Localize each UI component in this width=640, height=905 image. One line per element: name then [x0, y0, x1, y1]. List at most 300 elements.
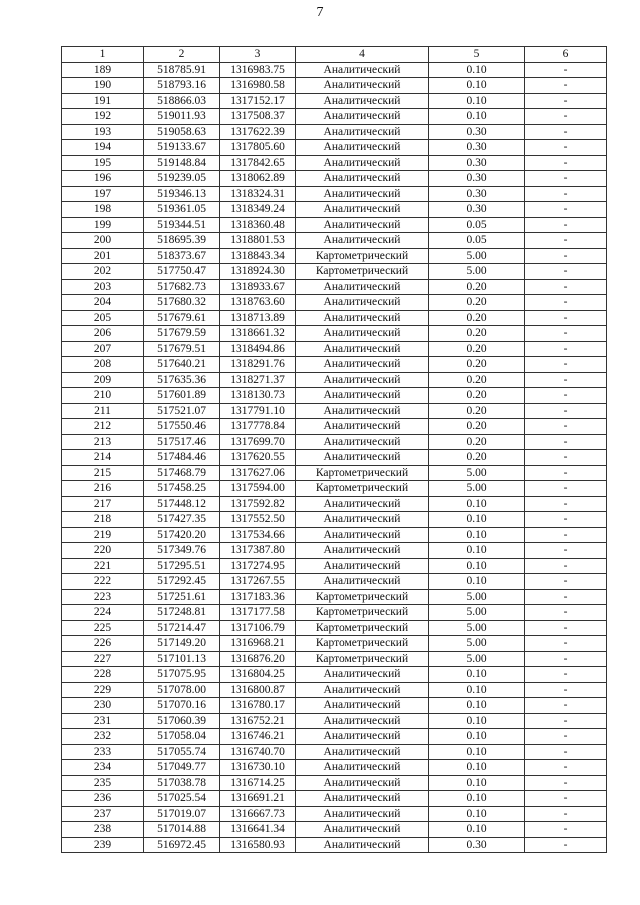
table-cell: 519346.13 [144, 186, 220, 202]
table-cell: - [525, 341, 607, 357]
table-cell: 518785.91 [144, 62, 220, 78]
table-cell: Аналитический [296, 140, 429, 156]
column-header: 4 [296, 47, 429, 63]
table-row [62, 775, 607, 791]
table-cell: 1317805.60 [220, 140, 296, 156]
table-cell: 1316746.21 [220, 729, 296, 745]
table-row [62, 729, 607, 745]
table-row [62, 589, 607, 605]
table-cell: 5.00 [429, 651, 525, 667]
table-cell: 197 [62, 186, 144, 202]
table-cell: Аналитический [296, 419, 429, 435]
table-cell: - [525, 760, 607, 776]
table-cell: 517448.12 [144, 496, 220, 512]
table-cell: 519133.67 [144, 140, 220, 156]
table-cell: 0.10 [429, 822, 525, 838]
table-cell: - [525, 512, 607, 528]
table-cell: 228 [62, 667, 144, 683]
table-cell: 195 [62, 155, 144, 171]
table-cell: 1316752.21 [220, 713, 296, 729]
table-cell: 517679.61 [144, 310, 220, 326]
table-cell: 517295.51 [144, 558, 220, 574]
table-row [62, 496, 607, 512]
table-row [62, 713, 607, 729]
table-cell: - [525, 248, 607, 264]
table-cell: 1317552.50 [220, 512, 296, 528]
table-cell: 0.10 [429, 62, 525, 78]
table-cell: 235 [62, 775, 144, 791]
table-row [62, 264, 607, 280]
table-cell: Аналитический [296, 822, 429, 838]
table-cell: Аналитический [296, 527, 429, 543]
table-cell: 517149.20 [144, 636, 220, 652]
table-cell: - [525, 636, 607, 652]
table-cell: Картометрический [296, 636, 429, 652]
table-cell: 517550.46 [144, 419, 220, 435]
table-cell: Аналитический [296, 543, 429, 559]
table-cell: 517680.32 [144, 295, 220, 311]
table-cell: - [525, 651, 607, 667]
table-cell: 1318349.24 [220, 202, 296, 218]
table-cell: 1318924.30 [220, 264, 296, 280]
table-cell: Аналитический [296, 744, 429, 760]
table-cell: 204 [62, 295, 144, 311]
table-cell: 1317791.10 [220, 403, 296, 419]
table-cell: 1318062.89 [220, 171, 296, 187]
table-cell: - [525, 171, 607, 187]
table-cell: 1316740.70 [220, 744, 296, 760]
table-cell: 517075.95 [144, 667, 220, 683]
table-cell: 0.30 [429, 202, 525, 218]
table-cell: 1318291.76 [220, 357, 296, 373]
table-cell: - [525, 202, 607, 218]
table-cell: Аналитический [296, 806, 429, 822]
table-cell: 519344.51 [144, 217, 220, 233]
table-cell: - [525, 667, 607, 683]
table-cell: 1318763.60 [220, 295, 296, 311]
table-row [62, 837, 607, 853]
table-cell: 517517.46 [144, 434, 220, 450]
table-cell: - [525, 682, 607, 698]
table-cell: 517427.35 [144, 512, 220, 528]
table-cell: Аналитический [296, 496, 429, 512]
table-cell: - [525, 326, 607, 342]
table-cell: Аналитический [296, 682, 429, 698]
table-cell: 1318130.73 [220, 388, 296, 404]
table-cell: 0.10 [429, 558, 525, 574]
table-cell: 1316667.73 [220, 806, 296, 822]
table-cell: Аналитический [296, 78, 429, 94]
table-cell: 517484.46 [144, 450, 220, 466]
table-cell: 232 [62, 729, 144, 745]
table-cell: 214 [62, 450, 144, 466]
table-cell: 1316800.87 [220, 682, 296, 698]
table-cell: 213 [62, 434, 144, 450]
table-cell: 1318713.89 [220, 310, 296, 326]
table-cell: 0.10 [429, 496, 525, 512]
table-cell: 193 [62, 124, 144, 140]
table-cell: 517420.20 [144, 527, 220, 543]
table-cell: 5.00 [429, 589, 525, 605]
table-row [62, 791, 607, 807]
table-cell: - [525, 605, 607, 621]
table-cell: 1318360.48 [220, 217, 296, 233]
table-cell: - [525, 713, 607, 729]
table-cell: 199 [62, 217, 144, 233]
table-cell: 5.00 [429, 620, 525, 636]
table-cell: 517101.13 [144, 651, 220, 667]
table-cell: Аналитический [296, 372, 429, 388]
table-cell: 1316780.17 [220, 698, 296, 714]
table-cell: 203 [62, 279, 144, 295]
table-cell: Аналитический [296, 233, 429, 249]
table-cell: 0.20 [429, 434, 525, 450]
table-cell: 0.10 [429, 744, 525, 760]
table-cell: 1317627.06 [220, 465, 296, 481]
table-cell: - [525, 775, 607, 791]
table-cell: 518793.16 [144, 78, 220, 94]
table-cell: Аналитический [296, 791, 429, 807]
table-cell: Аналитический [296, 326, 429, 342]
table-cell: 0.20 [429, 450, 525, 466]
table-cell: - [525, 140, 607, 156]
table-row [62, 543, 607, 559]
table-cell: 1318661.32 [220, 326, 296, 342]
table-row [62, 744, 607, 760]
table-cell: 1317183.36 [220, 589, 296, 605]
table-cell: 202 [62, 264, 144, 280]
table-row [62, 202, 607, 218]
table-row [62, 326, 607, 342]
table-cell: 219 [62, 527, 144, 543]
table-cell: 0.20 [429, 326, 525, 342]
table-cell: 0.05 [429, 233, 525, 249]
table-cell: 5.00 [429, 465, 525, 481]
table-cell: - [525, 372, 607, 388]
table-cell: 207 [62, 341, 144, 357]
table-cell: 0.20 [429, 388, 525, 404]
table-row [62, 512, 607, 528]
table-row [62, 698, 607, 714]
table-cell: - [525, 93, 607, 109]
table-cell: - [525, 558, 607, 574]
table-cell: Аналитический [296, 357, 429, 373]
table-row [62, 171, 607, 187]
table-cell: - [525, 450, 607, 466]
table-cell: Аналитический [296, 171, 429, 187]
table-cell: 1318801.53 [220, 233, 296, 249]
table-cell: 0.10 [429, 806, 525, 822]
table-cell: 1317152.17 [220, 93, 296, 109]
table-cell: 192 [62, 109, 144, 125]
table-cell: 1317842.65 [220, 155, 296, 171]
table-cell: Аналитический [296, 186, 429, 202]
table-cell: 227 [62, 651, 144, 667]
table-cell: 1317699.70 [220, 434, 296, 450]
table-cell: 518866.03 [144, 93, 220, 109]
table-cell: - [525, 620, 607, 636]
table-cell: 517349.76 [144, 543, 220, 559]
table-cell: - [525, 279, 607, 295]
table-cell: - [525, 574, 607, 590]
table-cell: 0.10 [429, 729, 525, 745]
table-cell: 0.30 [429, 186, 525, 202]
table-cell: 517014.88 [144, 822, 220, 838]
table-cell: 0.20 [429, 295, 525, 311]
table-cell: 518695.39 [144, 233, 220, 249]
table-cell: Аналитический [296, 434, 429, 450]
table-cell: 517679.59 [144, 326, 220, 342]
table-cell: 1316714.25 [220, 775, 296, 791]
table-row [62, 605, 607, 621]
table-cell: 0.20 [429, 403, 525, 419]
table-cell: 230 [62, 698, 144, 714]
table-cell: Аналитический [296, 93, 429, 109]
table-cell: 519058.63 [144, 124, 220, 140]
coordinates-table [61, 46, 607, 853]
table-cell: Картометрический [296, 651, 429, 667]
table-cell: - [525, 465, 607, 481]
table-cell: Картометрический [296, 248, 429, 264]
table-cell: 517458.25 [144, 481, 220, 497]
table-cell: 224 [62, 605, 144, 621]
table-row [62, 62, 607, 78]
table-cell: 0.10 [429, 574, 525, 590]
table-row [62, 434, 607, 450]
table-cell: 517248.81 [144, 605, 220, 621]
table-row [62, 279, 607, 295]
table-cell: 0.30 [429, 124, 525, 140]
table-cell: 208 [62, 357, 144, 373]
table-cell: 519239.05 [144, 171, 220, 187]
table-cell: 1318271.37 [220, 372, 296, 388]
table-cell: 216 [62, 481, 144, 497]
table-cell: 1317620.55 [220, 450, 296, 466]
table-cell: Картометрический [296, 605, 429, 621]
table-cell: 517058.04 [144, 729, 220, 745]
table-cell: - [525, 233, 607, 249]
table-cell: 1316730.10 [220, 760, 296, 776]
table-cell: 517070.16 [144, 698, 220, 714]
table-row [62, 124, 607, 140]
table-cell: 1318324.31 [220, 186, 296, 202]
table-cell: 0.10 [429, 78, 525, 94]
table-cell: 217 [62, 496, 144, 512]
table-cell: Аналитический [296, 217, 429, 233]
table-row [62, 806, 607, 822]
table-cell: 1318933.67 [220, 279, 296, 295]
column-header: 6 [525, 47, 607, 63]
table-cell: 220 [62, 543, 144, 559]
table-cell: - [525, 543, 607, 559]
table-cell: 0.10 [429, 791, 525, 807]
table-cell: - [525, 589, 607, 605]
column-header: 3 [220, 47, 296, 63]
table-cell: Аналитический [296, 403, 429, 419]
table-cell: 517682.73 [144, 279, 220, 295]
table-cell: 1318494.86 [220, 341, 296, 357]
table-cell: Аналитический [296, 574, 429, 590]
table-cell: 215 [62, 465, 144, 481]
table-cell: Аналитический [296, 62, 429, 78]
table-cell: Аналитический [296, 279, 429, 295]
table-row [62, 527, 607, 543]
table-row [62, 186, 607, 202]
table-cell: 1316980.58 [220, 78, 296, 94]
table-cell: 0.10 [429, 93, 525, 109]
table-cell: 212 [62, 419, 144, 435]
table-row [62, 651, 607, 667]
table-cell: - [525, 744, 607, 760]
table-cell: 1316968.21 [220, 636, 296, 652]
table-cell: 5.00 [429, 248, 525, 264]
table-cell: 0.10 [429, 760, 525, 776]
table-cell: Аналитический [296, 512, 429, 528]
table-cell: Аналитический [296, 667, 429, 683]
table-cell: 0.20 [429, 357, 525, 373]
table-cell: - [525, 295, 607, 311]
table-cell: - [525, 109, 607, 125]
table-cell: 0.10 [429, 527, 525, 543]
table-cell: 517038.78 [144, 775, 220, 791]
table-cell: - [525, 434, 607, 450]
table-cell: Картометрический [296, 465, 429, 481]
table-cell: 210 [62, 388, 144, 404]
table-row [62, 248, 607, 264]
table-cell: 1316580.93 [220, 837, 296, 853]
table-row [62, 620, 607, 636]
table-cell: 0.10 [429, 698, 525, 714]
table-cell: 519361.05 [144, 202, 220, 218]
table-cell: 5.00 [429, 264, 525, 280]
table-cell: 0.30 [429, 155, 525, 171]
table-cell: 190 [62, 78, 144, 94]
table-cell: 222 [62, 574, 144, 590]
table-cell: 206 [62, 326, 144, 342]
table-cell: 209 [62, 372, 144, 388]
table-row [62, 233, 607, 249]
table-row [62, 760, 607, 776]
table-row [62, 341, 607, 357]
table-cell: 0.20 [429, 279, 525, 295]
table-cell: 517521.07 [144, 403, 220, 419]
table-row [62, 93, 607, 109]
table-cell: 1317592.82 [220, 496, 296, 512]
table-row [62, 465, 607, 481]
table-cell: - [525, 310, 607, 326]
table-cell: 0.10 [429, 713, 525, 729]
table-cell: Аналитический [296, 760, 429, 776]
table-cell: - [525, 527, 607, 543]
table-cell: Аналитический [296, 388, 429, 404]
table-cell: - [525, 78, 607, 94]
table-cell: 5.00 [429, 636, 525, 652]
table-cell: 517601.89 [144, 388, 220, 404]
table-cell: 0.20 [429, 341, 525, 357]
table-cell: - [525, 698, 607, 714]
table-cell: 1316983.75 [220, 62, 296, 78]
table-cell: Аналитический [296, 310, 429, 326]
table-cell: 0.10 [429, 109, 525, 125]
table-cell: - [525, 729, 607, 745]
table-cell: Картометрический [296, 589, 429, 605]
table-cell: - [525, 806, 607, 822]
table-cell: 201 [62, 248, 144, 264]
table-cell: 0.30 [429, 837, 525, 853]
table-cell: 0.10 [429, 775, 525, 791]
table-row [62, 558, 607, 574]
table-cell: 1317622.39 [220, 124, 296, 140]
table-cell: Аналитический [296, 109, 429, 125]
table-cell: 1316691.21 [220, 791, 296, 807]
table-row [62, 667, 607, 683]
table-row [62, 78, 607, 94]
table-cell: 517055.74 [144, 744, 220, 760]
table-cell: 223 [62, 589, 144, 605]
table-cell: - [525, 791, 607, 807]
table-cell: Аналитический [296, 729, 429, 745]
table-cell: Аналитический [296, 837, 429, 853]
table-cell: 1317387.80 [220, 543, 296, 559]
table-cell: 0.05 [429, 217, 525, 233]
table-row [62, 682, 607, 698]
table-cell: 200 [62, 233, 144, 249]
table-cell: Аналитический [296, 155, 429, 171]
table-cell: 205 [62, 310, 144, 326]
table-cell: - [525, 62, 607, 78]
table-cell: - [525, 357, 607, 373]
table-cell: 519148.84 [144, 155, 220, 171]
table-cell: Аналитический [296, 558, 429, 574]
table-cell: 0.10 [429, 543, 525, 559]
table-cell: - [525, 264, 607, 280]
table-cell: - [525, 403, 607, 419]
table-cell: 1317534.66 [220, 527, 296, 543]
table-cell: 1316804.25 [220, 667, 296, 683]
table-header-row [62, 47, 607, 63]
table-cell: Аналитический [296, 713, 429, 729]
column-header: 2 [144, 47, 220, 63]
table-cell: 517292.45 [144, 574, 220, 590]
table-cell: 5.00 [429, 605, 525, 621]
table-cell: - [525, 837, 607, 853]
table-cell: 517251.61 [144, 589, 220, 605]
table-cell: 237 [62, 806, 144, 822]
table-cell: 226 [62, 636, 144, 652]
table-cell: 238 [62, 822, 144, 838]
table-cell: Аналитический [296, 124, 429, 140]
table-cell: Аналитический [296, 450, 429, 466]
table-cell: 0.10 [429, 512, 525, 528]
table-cell: 0.10 [429, 682, 525, 698]
column-header: 5 [429, 47, 525, 63]
table-cell: 236 [62, 791, 144, 807]
table-row [62, 310, 607, 326]
table-cell: Картометрический [296, 620, 429, 636]
table-cell: 231 [62, 713, 144, 729]
table-row [62, 109, 607, 125]
table-cell: 517468.79 [144, 465, 220, 481]
table-cell: 517060.39 [144, 713, 220, 729]
table-cell: 0.30 [429, 140, 525, 156]
table-cell: - [525, 419, 607, 435]
table-cell: 218 [62, 512, 144, 528]
table-row [62, 419, 607, 435]
table-cell: 1317594.00 [220, 481, 296, 497]
table-cell: 221 [62, 558, 144, 574]
table-cell: - [525, 481, 607, 497]
table-row [62, 822, 607, 838]
